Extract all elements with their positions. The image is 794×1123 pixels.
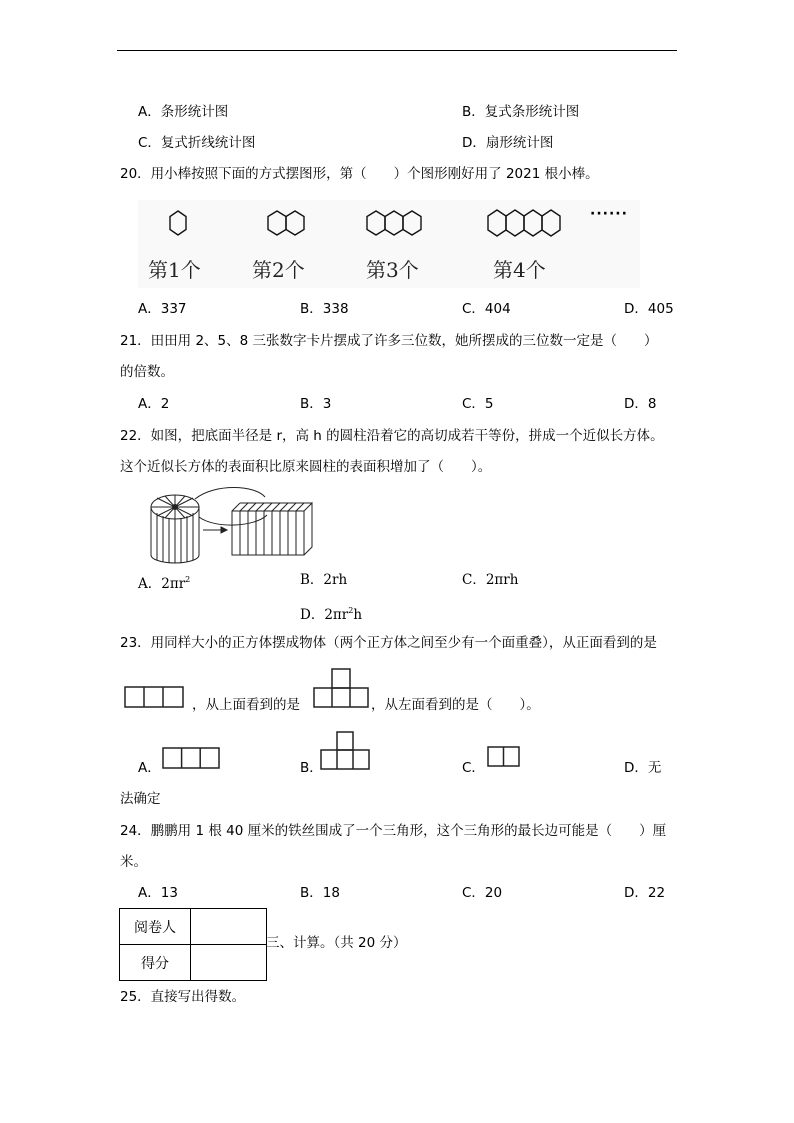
q21-option-a[interactable]: A．2	[138, 396, 170, 412]
q21-option-d[interactable]: D．8	[624, 396, 657, 412]
q23-text-left-view: ，从左面看到的是（ ）。	[371, 697, 540, 713]
front-view-three-squares-icon	[124, 685, 186, 709]
q20-hexagon-figure	[138, 200, 640, 288]
q24-option-b[interactable]: B．18	[300, 885, 340, 901]
q19-option-d[interactable]: D．扇形统计图	[462, 135, 554, 151]
hexagon-pattern-4-icon	[486, 209, 564, 237]
cylinder-to-cuboid-figure	[145, 485, 345, 565]
hexagon-pattern-1-icon	[168, 210, 188, 236]
q22-option-d-text: D．2πr	[300, 607, 349, 623]
option-c-two-squares-icon	[487, 746, 521, 768]
grader-field[interactable]	[191, 909, 267, 945]
q20-option-a[interactable]: A．337	[138, 301, 187, 317]
q24-option-c[interactable]: C．20	[462, 885, 503, 901]
q22-option-a-text: A．2πr	[138, 576, 186, 592]
score-label: 得分	[120, 945, 191, 981]
q23-option-c-label: C．	[462, 760, 485, 776]
q23-option-d-label: D．无	[624, 760, 662, 776]
header-rule	[117, 50, 677, 51]
q22-option-d[interactable]	[300, 601, 362, 621]
q23-stem-line1: 23．用同样大小的正方体摆成物体（两个正方体之间至少有一个面重叠），从正面看到的是	[120, 635, 657, 651]
q23-option-a-label: A．	[138, 760, 161, 776]
score-table-row-score	[120, 945, 267, 981]
q22-option-c[interactable]	[462, 570, 518, 590]
q24-option-a[interactable]: A．13	[138, 885, 178, 901]
q22-option-d-suffix: h	[353, 607, 363, 623]
q20-option-d[interactable]: D．405	[624, 301, 674, 317]
q23-option-c[interactable]	[462, 758, 485, 778]
q25-stem: 25．直接写出得数。	[120, 989, 246, 1005]
q22-option-a-sup: 2	[185, 575, 191, 584]
q21-stem-line1: 21．田田用 2、5、8 三张数字卡片摆成了许多三位数，她所摆成的三位数一定是（ ）	[120, 333, 658, 349]
q22-stem-line2: 这个近似长方体的表面积比原来圆柱的表面积增加了（ ）。	[120, 459, 492, 475]
q23-option-a[interactable]	[138, 758, 161, 778]
q23-option-d-wrap: 法确定	[120, 791, 161, 807]
q21-option-b[interactable]: B．3	[300, 396, 332, 412]
q19-option-b[interactable]: B．复式条形统计图	[462, 104, 580, 120]
q19-option-c[interactable]: C．复式折线统计图	[138, 135, 256, 151]
q23-option-d[interactable]	[624, 758, 661, 778]
q24-option-d[interactable]: D．22	[624, 885, 666, 901]
top-view-t-shape-icon	[313, 668, 369, 710]
q20-label-2: 第2个	[252, 258, 305, 282]
q20-stem: 20．用小棒按照下面的方式摆图形，第（ ）个图形刚好用了 2021 根小棒。	[120, 166, 599, 182]
q21-stem-line2: 的倍数。	[120, 364, 174, 380]
q20-option-b[interactable]: B．338	[300, 301, 349, 317]
q20-option-c[interactable]: C．404	[462, 301, 511, 317]
q23-text-top-view: ，从上面看到的是	[192, 697, 300, 713]
q24-stem-line1: 24．鹏鹏用 1 根 40 厘米的铁丝围成了一个三角形，这个三角形的最长边可能是（ ）厘	[120, 823, 667, 839]
score-field[interactable]	[191, 945, 267, 981]
q22-option-b[interactable]	[300, 570, 347, 590]
q20-label-1: 第1个	[148, 258, 201, 282]
q22-option-a[interactable]	[138, 570, 190, 590]
score-table-row-grader	[120, 909, 267, 945]
q24-stem-line2: 米。	[120, 854, 147, 870]
option-a-three-squares-icon	[162, 746, 222, 770]
hexagon-pattern-2-icon	[266, 210, 308, 236]
q22-option-d-sup: 2	[348, 606, 354, 615]
q21-option-c[interactable]: C．5	[462, 396, 494, 412]
q23-option-b-label: B．	[300, 760, 323, 776]
hexagon-pattern-3-icon	[365, 210, 425, 236]
q19-option-a[interactable]: A．条形统计图	[138, 104, 229, 120]
option-b-t-shape-icon	[320, 731, 372, 771]
q20-label-3: 第3个	[366, 258, 419, 282]
q20-label-4: 第4个	[493, 258, 546, 282]
grader-label: 阅卷人	[120, 909, 191, 945]
q22-stem-line1: 22．如图，把底面半径是 r，高 h 的圆柱沿着它的高切成若干等份，拼成一个近似长方体。	[120, 428, 664, 444]
section-3-title: 三、计算。（共 20 分）	[266, 935, 407, 951]
q22-option-c-text: C．2πrh	[462, 572, 519, 588]
q22-option-b-text: B．2rh	[300, 572, 348, 588]
score-table	[119, 908, 267, 981]
q20-ellipsis: ······	[590, 206, 628, 222]
